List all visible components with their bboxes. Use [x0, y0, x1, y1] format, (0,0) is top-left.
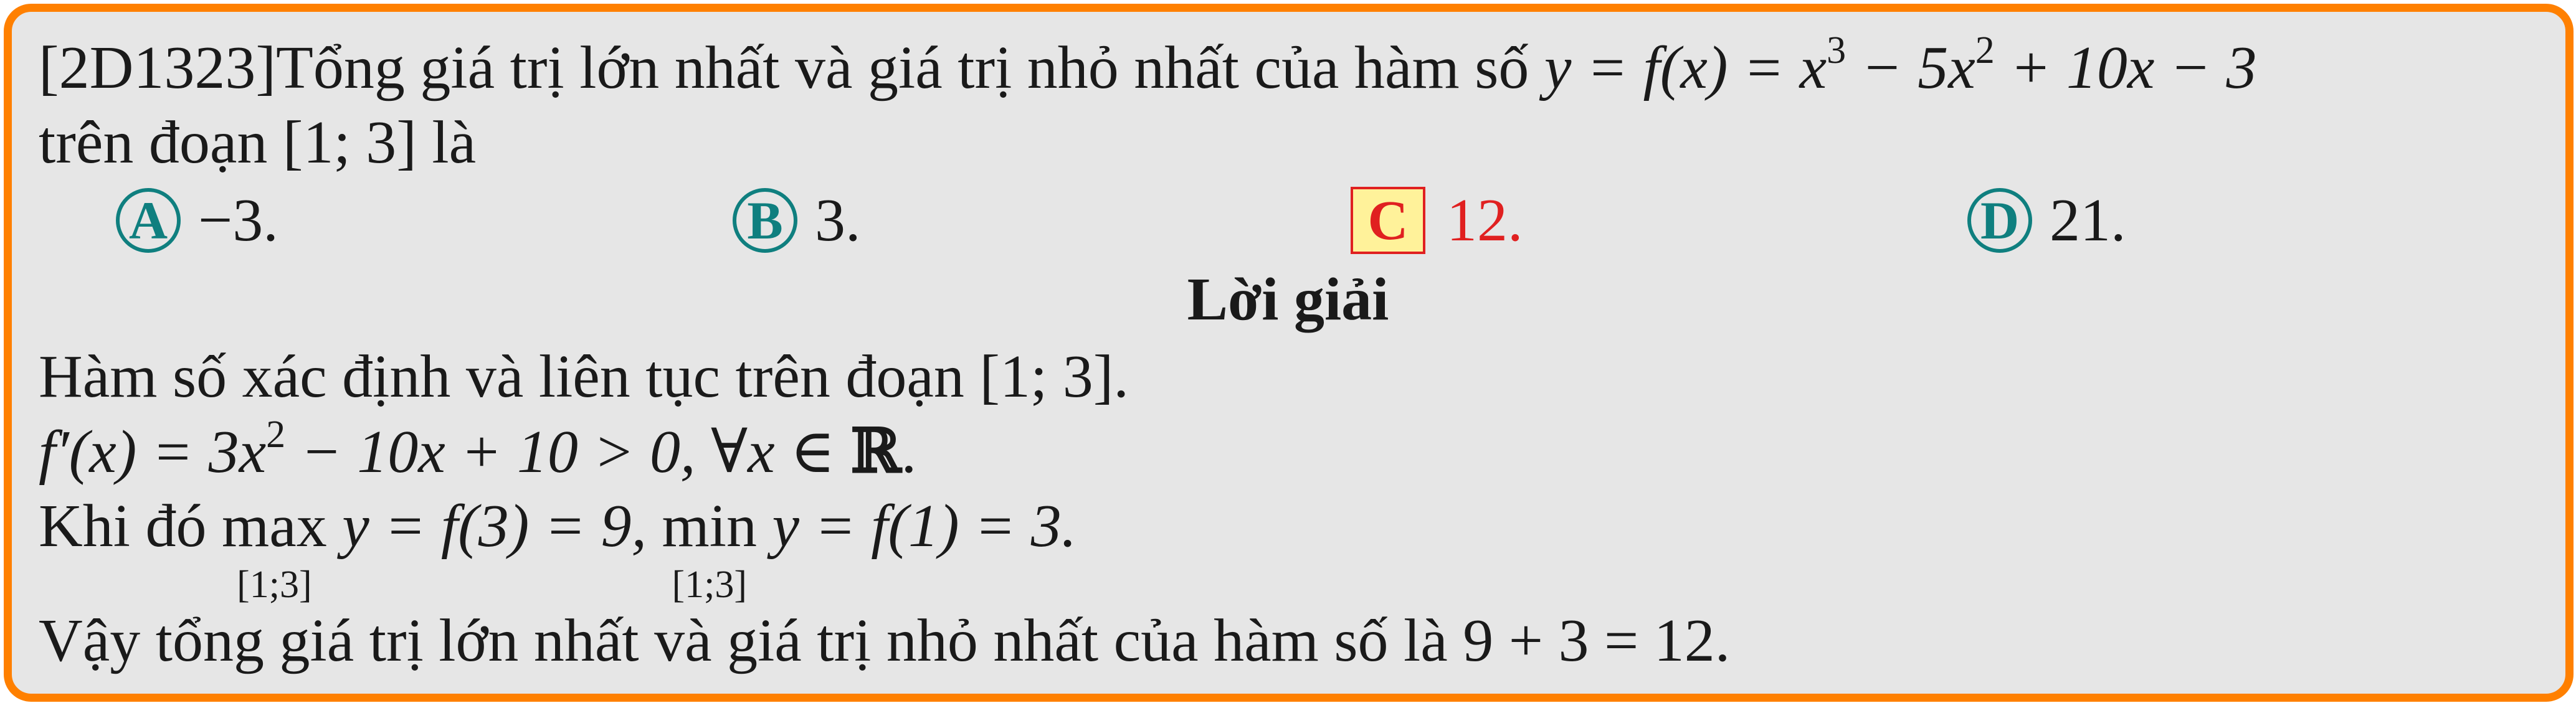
function-term-2: − 5x — [1846, 34, 1975, 101]
max-operator — [222, 493, 327, 606]
option-c-value: 12. — [1447, 187, 1523, 254]
min-subscript: [1;3] — [672, 564, 747, 606]
exponent-2: 2 — [1975, 29, 1995, 72]
line3-start: Khi đó — [39, 493, 222, 560]
max-expression: y = f(3) = 9, — [326, 493, 662, 560]
derivative-exponent: 2 — [266, 413, 286, 456]
derivative-rest: − 10x + 10 > 0, ∀x ∈ — [285, 418, 851, 486]
min-operator — [662, 493, 757, 606]
question-code: [2D1323] — [39, 34, 277, 101]
min-expression: y = f(1) = 3. — [756, 493, 1077, 560]
question-line-1 — [39, 29, 2257, 101]
function-expression — [1544, 29, 2257, 101]
option-a-value: −3. — [198, 187, 278, 254]
option-d-value: 21. — [2050, 187, 2126, 254]
option-b-value: 3. — [815, 187, 861, 254]
option-b[interactable] — [733, 184, 861, 257]
question-text: Tổng giá trị lớn nhất và giá trị nhỏ nhất của hàm số — [276, 34, 1544, 101]
solution-line-4: Vậy tổng giá trị lớn nhất và giá trị nhỏ nhất của hàm số là 9 + 3 = 12. — [39, 607, 1731, 674]
option-d-letter: D — [1967, 188, 2032, 253]
max-label: max — [222, 493, 327, 560]
derivative-end: . — [901, 418, 917, 486]
option-b-letter: B — [733, 188, 797, 253]
function-rest: + 10x − 3 — [1994, 34, 2257, 101]
option-a-letter: A — [116, 188, 181, 253]
real-numbers-symbol: ℝ — [850, 415, 901, 487]
question-line-2: trên đoạn [1; 3] là — [39, 109, 477, 176]
max-subscript: [1;3] — [237, 564, 312, 606]
solution-line-2 — [39, 413, 917, 487]
min-label: min — [662, 493, 757, 560]
exponent-3: 3 — [1827, 29, 1846, 72]
option-d[interactable] — [1967, 184, 2126, 257]
option-c-letter: C — [1351, 187, 1425, 254]
solution-line-3 — [39, 493, 1077, 606]
derivative-lhs: f′(x) = 3x — [39, 418, 267, 486]
solution-heading: Lời giải — [1187, 266, 1389, 333]
option-c[interactable] — [1351, 184, 1523, 257]
option-a[interactable] — [116, 184, 278, 257]
solution-line-1: Hàm số xác định và liên tục trên đoạn [1; 3]. — [39, 343, 1129, 410]
function-lhs: y = f(x) = x — [1544, 34, 1827, 101]
